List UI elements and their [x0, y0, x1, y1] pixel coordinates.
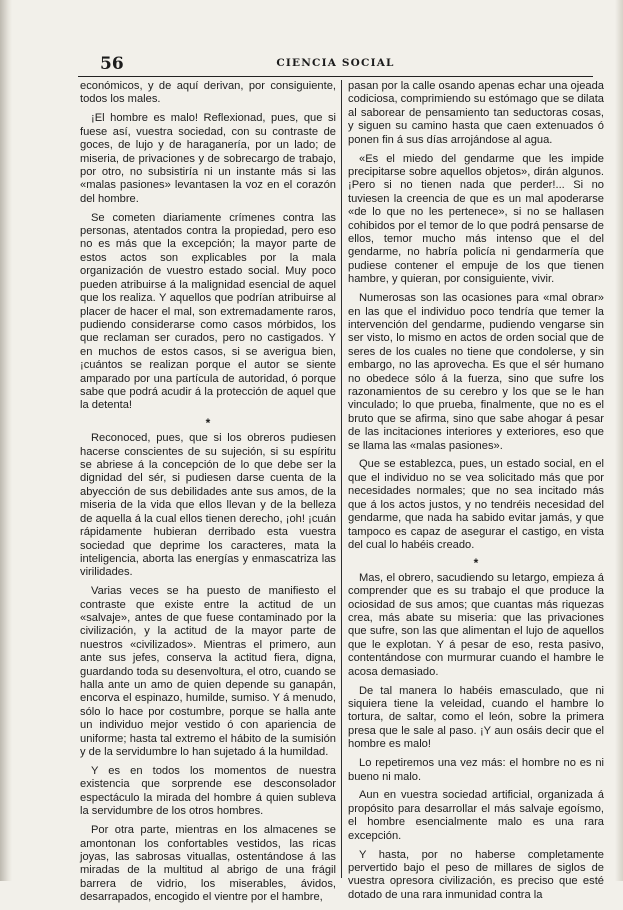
page-binding-shadow — [0, 0, 12, 881]
section-separator: * — [473, 555, 479, 570]
right-column — [348, 80, 604, 908]
paragraph: Lo repetiremos una vez más: el hombre no es ni bueno ni malo. — [348, 757, 604, 783]
paragraph: Numerosas son las ocasiones para «mal obrar» en las que el individuo poco tendría que temer la intervención del gendarme, pudiendo vengarse sin ser visto, lo mismo en actos de orden social que de seres de los cuales no tiene que condolerse, y sin embargo, no las aprovecha. Es que el sér humano no obedece sólo á la fuerza, sino que sufre los razonamientos de su cerebro y los que se le han vinculado; lo que prueba, finalmente, que no es el bruto que se afirma, sino que sabe ahogar á pesar de las incitaciones interiores y exteriores, eso que se llama las «malas pasiones». — [348, 292, 604, 452]
paragraph: De tal manera lo habéis emasculado, que ni siquiera tiene la veleidad, cuando el hambre lo tortura, de saltar, como el león, sobre la primera presa que le sale al paso. ¡Y aun osáis decir que el hombre es malo! — [348, 684, 604, 751]
paragraph: Que se establezca, pues, un estado social, en el que el individuo no se vea solicitado más que por necesidades normales; que no sea incitado más que á los actos justos, y no tendréis necesidad del gendarme, que nada ha sabido evitar jamás, y que tampoco es capaz de asegurar el castigo, en vista del cual lo habéis creado. — [348, 458, 604, 551]
paragraph: ¡El hombre es malo! Reflexionad, pues, que si fuese así, vuestra sociedad, con su contraste de goces, de lujo y de haraganería, por un lado; de miseria, de privaciones y de sobrecargo de trabajo, por otro, no subsistiría ni un instante más si las «malas pasiones» levantasen la voz en el corazón del hombre. — [80, 112, 336, 205]
paragraph: pasan por la calle osando apenas echar una ojeada codiciosa, comprimiendo su estómago que se dilata al saborear de pensamiento tan seductoras cosas, y siguen su camino hasta que caen extenuados ó ponen fin á sus días arrojándose al agua. — [348, 80, 604, 146]
header-rule — [78, 76, 593, 77]
paragraph: Por otra parte, mientras en los almacenes se amontonan los confortables vestidos, las ricas joyas, las sabrosas vituallas, ostentándose á las miradas de la multitud al abrigo de una frágil barrera de vidrio, los miserables, ávidos, desarrapados, encogido el vientre por el hambre, — [80, 824, 336, 904]
paragraph: Y hasta, por no haberse completamente pervertido bajo el peso de millares de siglos de vuestra opresora civilización, es preciso que esté dotado de una rara inmunidad contra la — [348, 848, 604, 901]
left-column — [80, 80, 336, 910]
paragraph: Varias veces se ha puesto de manifiesto el contraste que existe entre la actitud de un «salvaje», antes de que fuese contaminado por la civilización, y la actitud de la mayor parte de nuestros «civilizados». Mientras el primero, aun ante sus jefes, conserva la actitud fiera, digna, guardando toda su desenvoltura, el otro, cuando se halla ante un amo de quien depende su ganapán, encorva el espinazo, humilde, sumiso. Y á menudo, sólo lo hace por costumbre, porque se halla ante un individuo mejor vestido ó con apariencia de uniforme; hasta tal extremo el hábito de la sumisión y de la servidumbre lo han sujetado á la humildad. — [80, 585, 336, 759]
running-title: CIENCIA SOCIAL — [276, 57, 395, 69]
page-number: 56 — [100, 54, 124, 74]
column-divider — [341, 80, 342, 878]
paragraph: económicos, y de aquí derivan, por consiguiente, todos los males. — [80, 80, 336, 106]
paragraph: Reconoced, pues, que si los obreros pudiesen hacerse conscientes de su sujeción, si su espíritu se abriese á la concepción de lo que debe ser la dignidad del sér, si pudiesen darse cuenta de la abyección de sus debilidades ante sus amos, de la miseria de la vida que ellos llevan y de la belleza de aquella á la cual ellos tienen derecho, ¡oh! ¡cuán rápidamente hubieran derribado esta vuestra sociedad que deprime los caracteres, mata la inteligencia, aborta las energías y enmascatriza las virilidades. — [80, 432, 336, 579]
paragraph: Se cometen diariamente crímenes contra las personas, atentados contra la propiedad, pero eso no es más que la excepción; la mayor parte de estos actos son explicables por la mala organización de vuestro estado social. Muy poco pueden atribuirse á la malignidad esencial de aquel que los realiza. Y aquellos que podrían atribuirse al placer de hacer el mal, son extremadamente raros, pudiendo considerarse como casos mórbidos, los que reclaman ser curados, pero no castigados. Y en muchos de estos casos, si se averigua bien, ¡cuántos se realizan porque el autor se siente amparado por una partícula de autoridad, ó porque sabe que podrá acudir á la protección de aquel que la detenta! — [80, 211, 336, 412]
paragraph: Mas, el obrero, sacudiendo su letargo, empieza á comprender que es su trabajo el que produce la ociosidad de sus amos; que cuantas más riquezas crea, más abate su miseria: que las privaciones que sufre, son las que alimentan el lujo de aquellos que le explotan. Y á pesar de eso, resta pasivo, contentándose con murmurar cuando el hambre le acosa demasiado. — [348, 571, 604, 678]
section-separator: * — [205, 416, 211, 431]
paragraph: «Es el miedo del gendarme que les impide precipitarse sobre aquellos objetos», dirán algunos. ¡Pero si no tienen nada que perder!... Si no tuviesen la creencia de que es un mal apoderarse «de lo que no les pertenece», si no se hallasen cohibidos por el temor de lo que podrá pensarse de ellos, temor mucho más intenso que el del gendarme, no habría policía ni gendarmería que pudiese contener el empuje de los que tienen hambre, y quieran, por consiguiente, vivir. — [348, 152, 604, 286]
page-edge-shadow — [615, 0, 623, 881]
page-header — [78, 56, 593, 74]
paragraph: Y es en todos los momentos de nuestra existencia que sorprende ese desconsolador espectáculo la mirada del hombre á quien subleva la servidumbre de los otros hombres. — [80, 765, 336, 818]
paragraph: Aun en vuestra sociedad artificial, organizada á propósito para desarrollar el más salvaje egoísmo, el hombre esencialmente malo es una rara excepción. — [348, 789, 604, 842]
